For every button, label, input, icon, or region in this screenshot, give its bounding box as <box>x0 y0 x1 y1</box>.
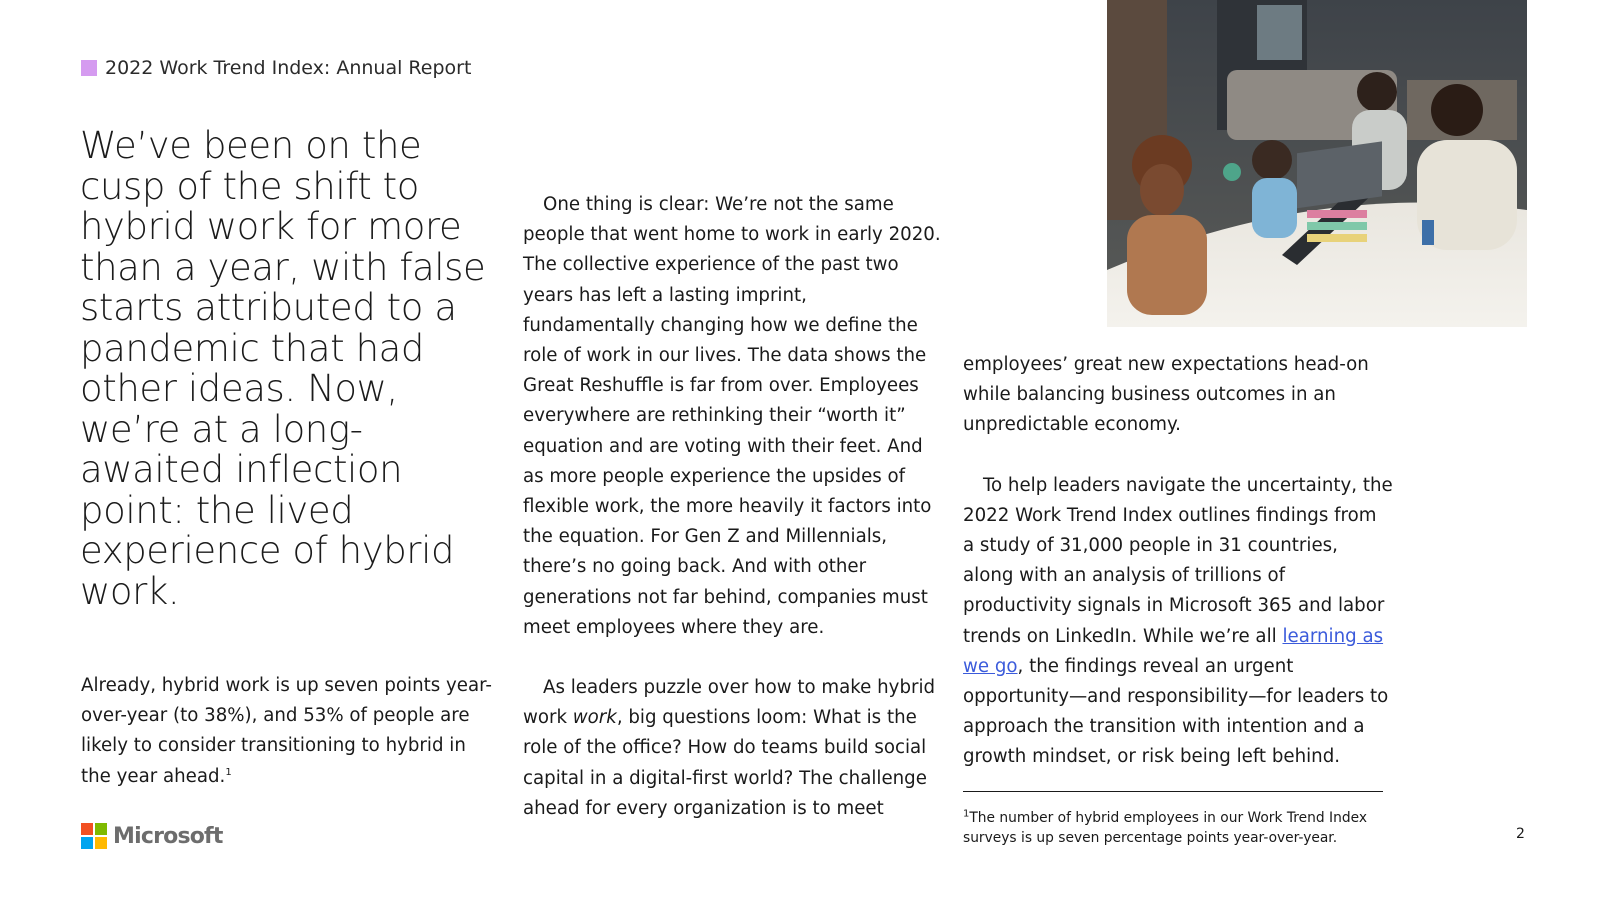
learning-as-we-go-link[interactable]: learning as we go <box>963 625 1384 677</box>
column1-paragraph <box>81 671 501 792</box>
column2 <box>523 190 943 824</box>
logo-square-blue <box>81 837 93 849</box>
footnote-marker: 1 <box>963 808 970 820</box>
logo-square-green <box>95 823 107 835</box>
column3-paragraph2-start: To help leaders navigate the uncertainty, the 2022 Work Trend Index outlines findings from a study of 31,000 people in 31 countries, along with an analysis of trillions of productivity signals in Microsoft 365 and labor trends on LinkedIn. While we’re all <box>963 474 1393 647</box>
microsoft-logo-icon <box>81 823 107 849</box>
column2-paragraph2-emphasis: work <box>572 707 617 729</box>
logo-square-yellow <box>95 837 107 849</box>
column1-text: Already, hybrid work is up seven points year-over-year (to 38%), and 53% of people are likely to consider transitioning to hybrid in the year ahead. <box>81 675 492 787</box>
report-header <box>81 56 471 80</box>
footnote-text: The number of hybrid employees in our Work Trend Index surveys is up seven percentage points year-over-year. <box>963 810 1367 846</box>
page-number: 2 <box>1516 826 1525 842</box>
column2-paragraph2-start: As leaders puzzle over how to make hybrid work <box>523 677 936 729</box>
report-title: 2022 Work Trend Index: Annual Report <box>105 57 472 79</box>
footnote <box>963 808 1383 848</box>
column3-paragraph2 <box>963 471 1393 773</box>
family-at-table-photo <box>1107 0 1527 327</box>
column2-paragraph2 <box>523 673 943 824</box>
logo-square-red <box>81 823 93 835</box>
column3-paragraph2-end: , the findings reveal an urgent opportunity—and responsibility—for leaders to approach the transition with intention and a growth mindset, or risk being left behind. <box>963 655 1389 768</box>
report-accent-square <box>81 60 97 76</box>
microsoft-wordmark: Microsoft <box>113 823 223 849</box>
column3 <box>963 350 1393 773</box>
footnote-divider <box>963 791 1383 792</box>
page-headline: We’ve been on the cusp of the shift to hybrid work for more than a year, with false starts attributed to a pandemic that had other ideas. Now, we’re at a long-awaited inflection point: the lived experience of hybrid work. <box>80 124 486 613</box>
photo-illustration <box>1107 0 1527 327</box>
column3-paragraph1: employees’ great new expectations head-on while balancing business outcomes in an unpredictable economy. <box>963 354 1369 436</box>
microsoft-logo <box>81 822 223 850</box>
column2-paragraph1: One thing is clear: We’re not the same people that went home to work in early 2020. The collective experience of the past two years has left a lasting imprint, fundamentally changing how we define the role of work in our lives. The data shows the Great Reshuffle is far from over. Employees everywhere are rethinking their “worth it” equation and are voting with their feet. And as more people experience the upsides of flexible work, the more heavily it factors into the equation. For Gen Z and Millennials, there’s no going back. And with other generations not far behind, companies must meet employees where they are. <box>523 194 941 638</box>
column2-paragraph2-end: , big questions loom: What is the role of the office? How do teams build social capital in a digital-first world? The challenge ahead for every organization is to meet <box>523 707 927 819</box>
footnote-reference[interactable]: 1 <box>225 766 232 778</box>
